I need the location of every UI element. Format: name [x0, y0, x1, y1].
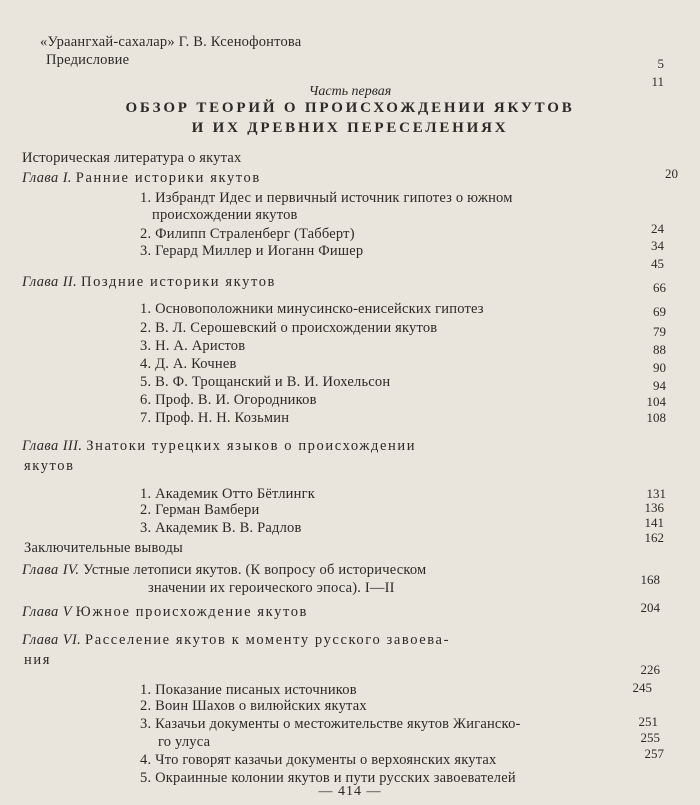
- chapter-label: Глава VI.: [22, 632, 82, 648]
- page-number: 255: [640, 730, 660, 745]
- chapter-3-heading: [22, 438, 416, 455]
- page-number: 88: [653, 342, 666, 357]
- toc-item: 5. Окраинные колонии якутов и пути русских завоевателей: [140, 770, 516, 786]
- toc-item: 4. Что говорят казачьи документы о верхоянских якутах: [140, 752, 497, 768]
- toc-item: 1. Избрандт Идес и первичный источник гипотез о южном: [140, 190, 513, 206]
- toc-item: 3. Казачьи документы о местожительстве якутов Жиганско-: [140, 716, 521, 732]
- section-heading-line-2: И ИХ ДРЕВНИХ ПЕРЕСЕЛЕНИЯХ: [191, 120, 509, 136]
- toc-item: 3. Герард Миллер и Иоганн Фишер: [140, 243, 364, 259]
- page-number: 104: [646, 394, 666, 409]
- chapter-title: Ранние историки якутов: [75, 170, 261, 186]
- page-number: 66: [653, 280, 666, 295]
- chapter-4-heading: [22, 562, 426, 579]
- toc-item-continued: происхождении якутов: [152, 207, 298, 223]
- chapter-6-heading: [22, 632, 450, 649]
- chapter-label: Глава II.: [22, 274, 78, 290]
- toc-item: 5. В. Ф. Трощанский и В. И. Иохельсон: [140, 374, 391, 390]
- page-number: 5: [657, 56, 664, 71]
- page-number: 11: [651, 74, 664, 89]
- page-number: 24: [651, 221, 664, 236]
- page-number: 34: [651, 238, 664, 253]
- toc-item: 1. Академик Отто Бётлингк: [140, 486, 315, 502]
- toc-item: 2. Герман Вамбери: [140, 502, 260, 518]
- page-number: 79: [653, 324, 666, 339]
- toc-item: 2. Филипп Страленберг (Табберт): [140, 226, 355, 242]
- chapter-label: Глава I.: [22, 170, 72, 186]
- page-number: 131: [646, 486, 666, 501]
- toc-item-continued: го улуса: [158, 734, 211, 750]
- chapter-label: Глава III.: [22, 438, 83, 454]
- toc-entry-conclusions: Заключительные выводы: [24, 540, 183, 556]
- page-number: 20: [665, 166, 678, 181]
- page-number: 245: [632, 680, 652, 695]
- page-number: 168: [640, 572, 660, 587]
- chapter-title: Поздние историки якутов: [81, 274, 276, 290]
- page-number: 136: [644, 500, 664, 515]
- page-number: 226: [640, 662, 660, 677]
- page-number: 90: [653, 360, 666, 375]
- toc-item: 2. В. Л. Серошевский о происхождении якутов: [140, 320, 438, 336]
- page-number: 69: [653, 304, 666, 319]
- section-heading-line-1: ОБЗОР ТЕОРИЙ О ПРОИСХОЖДЕНИИ ЯКУТОВ: [125, 100, 575, 116]
- chapter-title-continued: ния: [24, 652, 51, 668]
- chapter-title-continued: якутов: [24, 458, 75, 474]
- page-footer-number: — 414 —: [318, 784, 382, 799]
- page-number: 45: [651, 256, 664, 271]
- toc-item: 2. Воин Шахов о вилюйских якутах: [140, 698, 367, 714]
- page-number: 94: [653, 378, 666, 393]
- intro-line: «Ураангхай-сахалар» Г. В. Ксенофонтова: [40, 34, 302, 50]
- chapter-title-continued: значении их героического эпоса). I—II: [148, 580, 395, 596]
- chapter-5-heading: [22, 604, 308, 621]
- chapter-title: Расселение якутов к моменту русского завоева-: [85, 632, 451, 648]
- toc-item: 1. Показание писаных источников: [140, 682, 357, 698]
- toc-item: 3. Н. А. Аристов: [140, 338, 246, 354]
- chapter-title: Устные летописи якутов. (К вопросу об историческом: [83, 562, 427, 578]
- chapter-label: Глава IV.: [22, 562, 80, 578]
- chapter-title: Знатоки турецких языков о происхождении: [86, 438, 417, 454]
- page-number: 257: [644, 746, 664, 761]
- part-label: Часть первая: [308, 84, 392, 99]
- page-number: 251: [638, 714, 658, 729]
- chapter-1-heading: [22, 170, 261, 187]
- toc-item: 1. Основоположники минусинско-енисейских гипотез: [140, 301, 484, 317]
- toc-entry-historical: Историческая литература о якутах: [22, 150, 242, 166]
- chapter-2-heading: [22, 274, 276, 291]
- page-number: 162: [644, 530, 664, 545]
- toc-item: 3. Академик В. В. Радлов: [140, 520, 302, 536]
- toc-item: 6. Проф. В. И. Огородников: [140, 392, 317, 408]
- chapter-label: Глава V: [22, 604, 72, 620]
- chapter-title: Южное происхождение якутов: [75, 604, 309, 620]
- page-number: 141: [644, 515, 664, 530]
- page-number: 108: [646, 410, 666, 425]
- preface-line: Предисловие: [46, 52, 130, 68]
- page-number: 204: [640, 600, 660, 615]
- toc-item: 7. Проф. Н. Н. Козьмин: [140, 410, 290, 426]
- toc-item: 4. Д. А. Кочнев: [140, 356, 237, 372]
